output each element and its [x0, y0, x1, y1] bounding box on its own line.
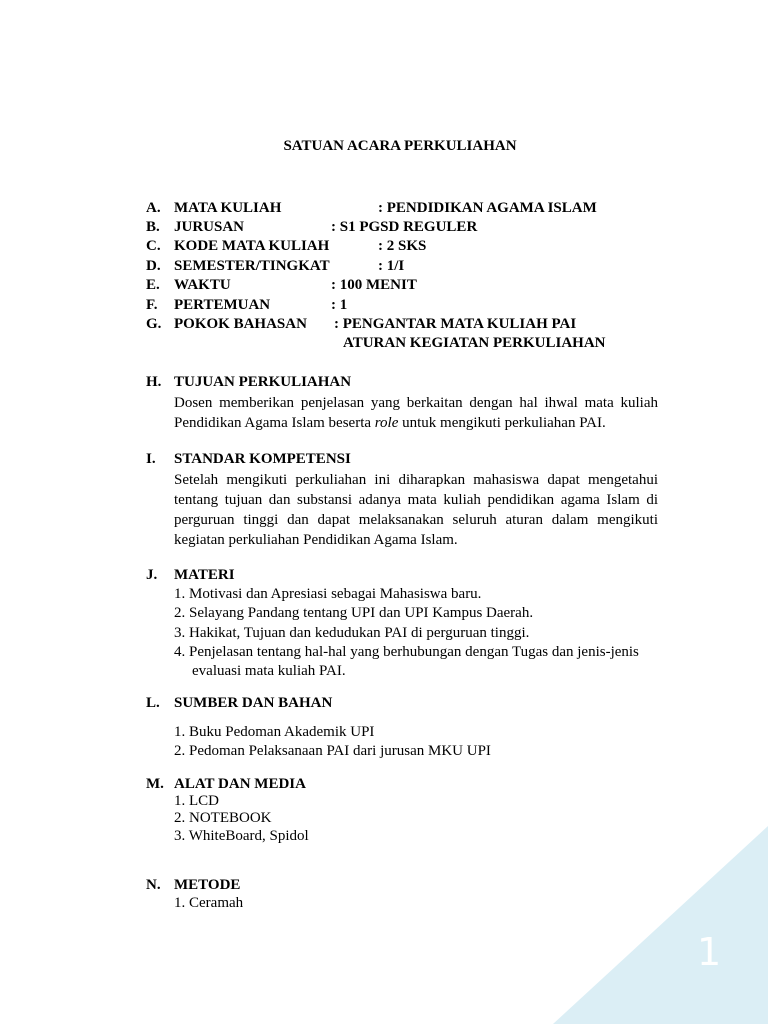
- item-label: MATA KULIAH: [174, 200, 282, 216]
- page-number: 1: [697, 930, 722, 974]
- section-letter: J.: [146, 567, 158, 583]
- section-title: TUJUAN PERKULIAHAN: [174, 374, 352, 390]
- list-item: 1. Buku Pedoman Akademik UPI: [174, 724, 375, 740]
- item-letter: C.: [146, 238, 161, 254]
- section-letter: M.: [146, 776, 164, 792]
- item-label: JURUSAN: [174, 219, 245, 235]
- section-letter: N.: [146, 877, 161, 893]
- item-letter: D.: [146, 258, 161, 274]
- item-label: WAKTU: [174, 277, 231, 293]
- section-title: METODE: [174, 877, 241, 893]
- section-letter: L.: [146, 695, 160, 711]
- item-value: : 1/I: [378, 258, 405, 274]
- list-item-continuation: evaluasi mata kuliah PAI.: [192, 663, 346, 679]
- item-value: : PENGANTAR MATA KULIAH PAI: [334, 316, 577, 332]
- list-item: 4. Penjelasan tentang hal-hal yang berhubungan dengan Tugas dan jenis-jenis: [174, 644, 639, 660]
- list-item: 3. Hakikat, Tujuan dan kedudukan PAI di perguruan tinggi.: [174, 625, 530, 641]
- section-title: MATERI: [174, 567, 235, 583]
- item-label: SEMESTER/TINGKAT: [174, 258, 330, 274]
- pokok-bahasan-continuation: ATURAN KEGIATAN PERKULIAHAN: [343, 335, 606, 351]
- item-value: : 1: [331, 297, 348, 313]
- list-item: 3. WhiteBoard, Spidol: [174, 828, 309, 844]
- item-letter: A.: [146, 200, 161, 216]
- list-item: 2. Selayang Pandang tentang UPI dan UPI Kampus Daerah.: [174, 605, 534, 621]
- tujuan-text-end: untuk mengikuti perkuliahan PAI.: [398, 415, 606, 431]
- tujuan-paragraph: [174, 393, 658, 433]
- document-title: SATUAN ACARA PERKULIAHAN: [283, 138, 517, 154]
- tujuan-italic: role: [374, 415, 399, 431]
- item-label: POKOK BAHASAN: [174, 316, 307, 332]
- item-value: : 100 MENIT: [331, 277, 417, 293]
- standar-paragraph: Setelah mengikuti perkuliahan ini diharapkan mahasiswa dapat mengetahui tentang tujuan dan substansi adanya mata kuliah pendidikan agama Islam di perguruan tinggi dan dapat melaksanakan seluruh aturan dalam mengikuti kegiatan perkuliahan Pendidikan Agama Islam.: [174, 472, 658, 548]
- item-letter: G.: [146, 316, 162, 332]
- section-title: ALAT DAN MEDIA: [174, 776, 306, 792]
- item-value: : S1 PGSD REGULER: [331, 219, 478, 235]
- section-title: SUMBER DAN BAHAN: [174, 695, 333, 711]
- item-value: : 2 SKS: [378, 238, 427, 254]
- item-value: : PENDIDIKAN AGAMA ISLAM: [378, 200, 597, 216]
- tujuan-text: Dosen memberikan penjelasan yang berkaitan dengan hal ihwal mata kuliah Pendidikan Agama Islam beserta: [174, 395, 658, 431]
- section-letter: H.: [146, 374, 162, 390]
- list-item: 1. LCD: [174, 793, 219, 809]
- item-letter: B.: [146, 219, 160, 235]
- item-letter: E.: [146, 277, 160, 293]
- item-label: PERTEMUAN: [174, 297, 271, 313]
- list-item: 1. Ceramah: [174, 895, 244, 911]
- list-item: 2. Pedoman Pelaksanaan PAI dari jurusan MKU UPI: [174, 743, 491, 759]
- item-letter: F.: [146, 297, 158, 313]
- section-title: STANDAR KOMPETENSI: [174, 451, 351, 467]
- section-letter: I.: [146, 451, 156, 467]
- list-item: 2. NOTEBOOK: [174, 810, 272, 826]
- list-item: 1. Motivasi dan Apresiasi sebagai Mahasiswa baru.: [174, 586, 482, 602]
- item-label: KODE MATA KULIAH: [174, 238, 330, 254]
